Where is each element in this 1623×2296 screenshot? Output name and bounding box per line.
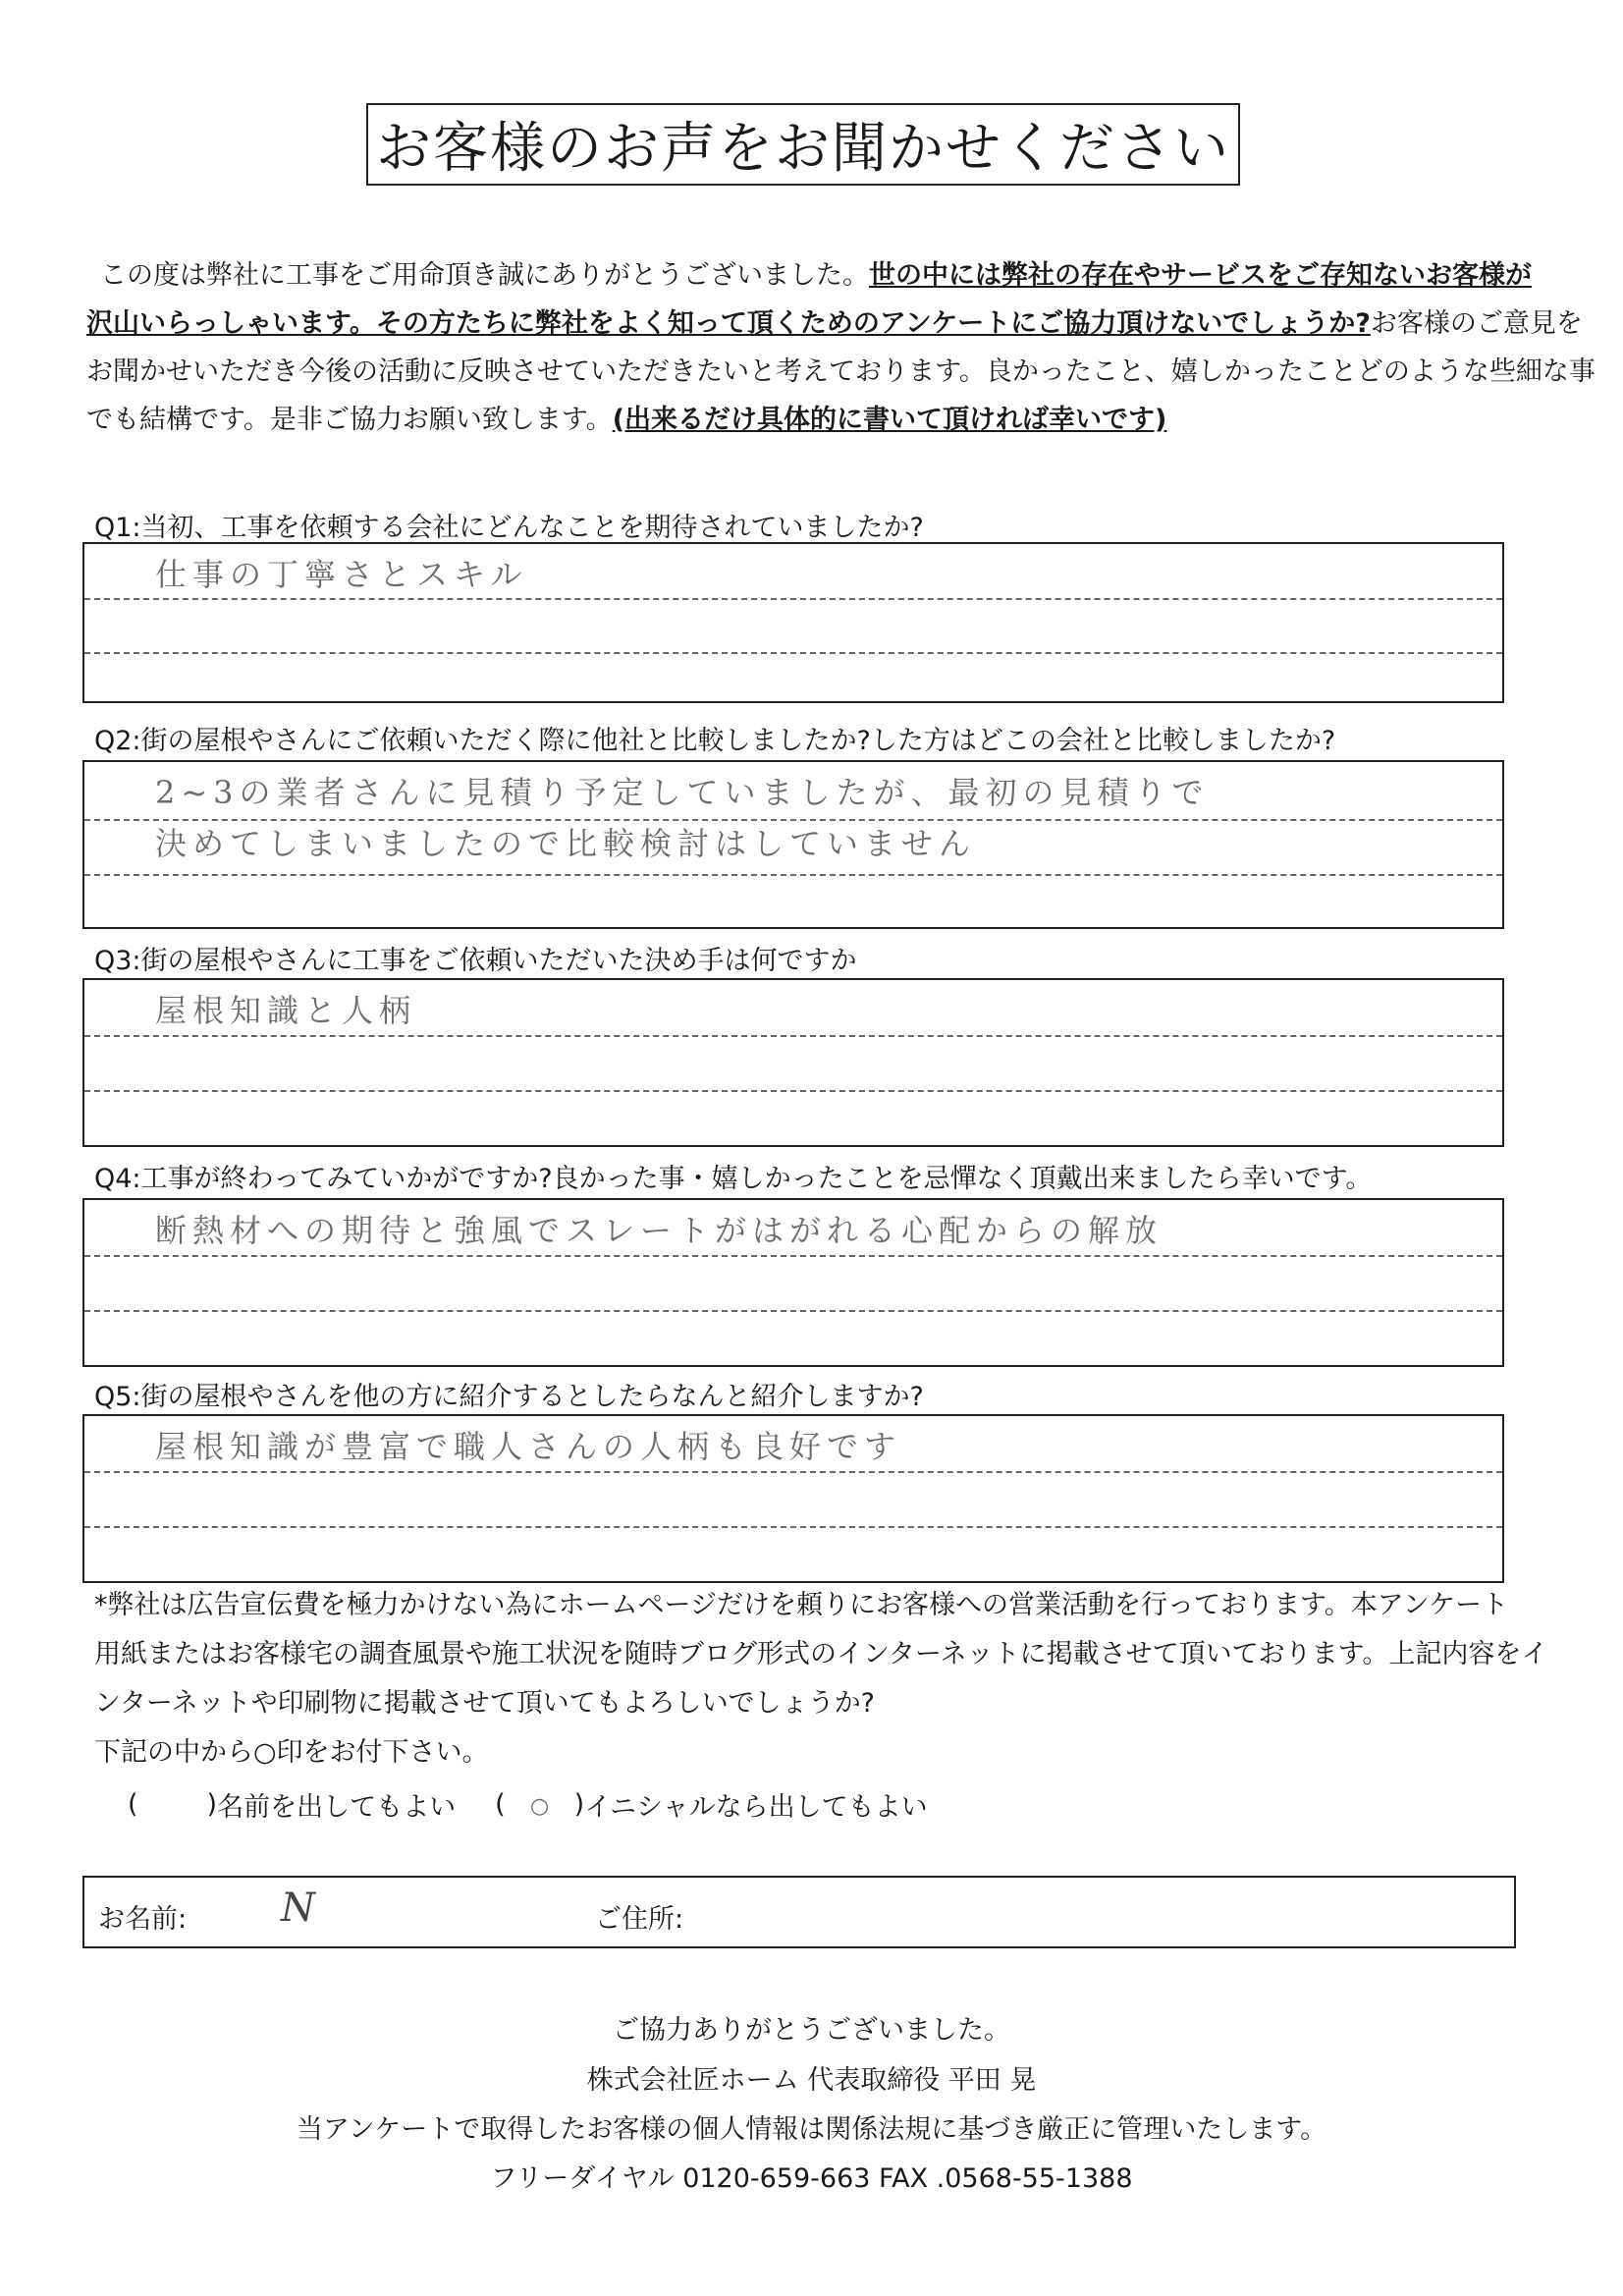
answer-rule (84, 1526, 1502, 1528)
question-5-label: Q5:街の屋根やさんを他の方に紹介するとしたらなんと紹介しますか? (94, 1382, 924, 1412)
footer-contact: フリーダイヤル 0120-659-663 FAX .0568-55-1388 (490, 2163, 1133, 2194)
intro-line-3: お聞かせいただき今後の活動に反映させていただきたいと考えております。良かったこと、嬉しかったことどのような些細な事 (86, 356, 1596, 387)
address-label: ご住所: (595, 1904, 684, 1935)
footer-company: 株式会社匠ホーム 代表取締役 平田 晃 (586, 2065, 1037, 2096)
choice-initial-ok[interactable]: ( ○ ) イニシャルなら出してもよい (495, 1785, 927, 1824)
answer-rule (84, 1035, 1502, 1037)
answer-rule (84, 652, 1502, 654)
publication-notice (94, 1581, 1548, 1777)
answer-3-box[interactable] (82, 978, 1504, 1147)
answer-5-text: 屋根知識が豊富で職人さんの人柄も良好です (155, 1428, 902, 1465)
answer-2-box[interactable] (82, 760, 1504, 929)
page-title: お客様のお声をお聞かせください (366, 103, 1240, 186)
footer-thanks: ご協力ありがとうございました。 (613, 2015, 1010, 2046)
notice-line-3: ンターネットや印刷物に掲載させて頂いてもよろしいでしょうか? (94, 1688, 875, 1719)
question-4-label: Q4:工事が終わってみていかがですか?良かった事・嬉しかったことを忌憚なく頂戴出来ましたら幸いです。 (94, 1164, 1373, 1194)
choice-initial-ok-label: イニシャルなら出してもよい (584, 1792, 928, 1823)
name-label: お名前: (98, 1904, 188, 1935)
intro-line-4: でも結構です。是非ご協力お願い致します。 (86, 405, 613, 435)
choice-name-ok[interactable]: ( ) 名前を出してもよい (128, 1785, 456, 1824)
answer-rule (84, 598, 1502, 600)
name-address-box (82, 1876, 1516, 1948)
footer-privacy: 当アンケートで取得したお客様の個人情報は関係法規に基づき厳正に管理いたします。 (296, 2114, 1327, 2145)
notice-line-2: 用紙またはお客様宅の調査風景や施工状況を随時ブログ形式のインターネットに掲載させて頂いております。上記内容をイ (94, 1639, 1548, 1669)
answer-rule (84, 1090, 1502, 1092)
question-1-label: Q1:当初、工事を依頼する会社にどんなことを期待されていましたか? (94, 513, 924, 543)
question-2-label: Q2:街の屋根やさんにご依頼いただく際に他社と比較しましたか?した方はどこの会社と比較しましたか? (94, 726, 1336, 756)
answer-1-text: 仕事の丁寧さとスキル (155, 556, 528, 593)
question-3-label: Q3:街の屋根やさんに工事をご依頼いただいた決め手は何ですか (94, 946, 857, 976)
choice-name-ok-label: 名前を出してもよい (217, 1792, 457, 1823)
answer-rule (84, 874, 1502, 876)
intro-line-2-emphasis: 沢山いらっしゃいます。その方たちに弊社をよく知って頂くためのアンケートにご協力頂けないでしょうか? (86, 308, 1371, 339)
answer-5-box[interactable] (82, 1414, 1504, 1583)
answer-rule (84, 1255, 1502, 1257)
notice-line-4: 下記の中から○印をお付下さい。 (94, 1737, 489, 1768)
answer-4-box[interactable] (82, 1198, 1504, 1367)
answer-3-text: 屋根知識と人柄 (155, 992, 417, 1029)
name-field[interactable]: N (281, 1886, 315, 1931)
answer-2-text-line-2: 決めてしまいましたので比較検討はしていません (155, 825, 977, 862)
intro-line-1: この度は弊社に工事をご用命頂き誠にありがとうございました。 (100, 260, 869, 291)
intro-text (86, 251, 1596, 444)
answer-rule (84, 1310, 1502, 1312)
intro-line-2: お客様のご意見を (1370, 308, 1583, 339)
answer-1-box[interactable] (82, 542, 1504, 703)
answer-2-text-line-1: 2~3の業者さんに見積り予定していましたが、最初の見積りで (155, 774, 1210, 811)
intro-line-4-emphasis: (出来るだけ具体的に書いて頂ければ幸いです) (612, 405, 1167, 435)
consent-choices (128, 1785, 928, 1824)
answer-4-text: 断熱材への期待と強風でスレートがはがれる心配からの解放 (155, 1212, 1163, 1249)
choice-initial-ok-mark[interactable]: ○ (530, 1794, 550, 1819)
intro-line-1-emphasis: 世の中には弊社の存在やサービスをご存知ないお客様が (869, 260, 1532, 291)
notice-line-1: *弊社は広告宣伝費を極力かけない為にホームページだけを頼りにお客様への営業活動を行っております。本アンケート (94, 1590, 1509, 1620)
answer-rule (84, 1471, 1502, 1473)
